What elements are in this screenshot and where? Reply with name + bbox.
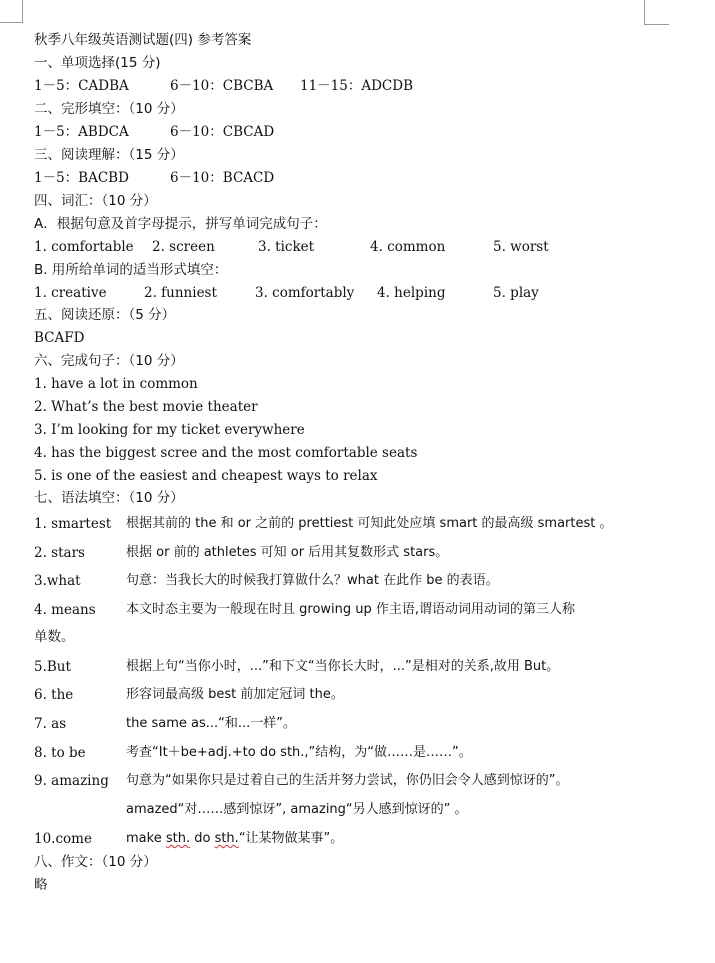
explanation-text: do	[190, 831, 215, 846]
page-corner-mark-top-right	[644, 0, 669, 25]
answer-group: 11－15：ADCDB	[300, 78, 414, 94]
grammar-explanation: 本文时态主要为一般现在时且 growing up 作主语,谓语动词用动词的第三人称	[126, 602, 576, 617]
section-2-heading: 二、完形填空：（10 分）	[34, 101, 184, 117]
section-4a-answers	[34, 238, 594, 256]
grammar-answer: 1. smartest	[34, 516, 112, 532]
grammar-answer: 3.what	[34, 573, 81, 589]
grammar-item	[34, 744, 674, 762]
grammar-explanation: 句意为“如果你只是过着自己的生活并努力尝试，你仍旧会令人感到惊讶的”。	[126, 773, 569, 788]
explanation-text: make	[126, 831, 166, 846]
spellcheck-underlined-word: sth.	[214, 831, 239, 846]
section-3-heading: 三、阅读理解：（15 分）	[34, 147, 184, 163]
answer-group: 1－5：CADBA	[34, 78, 129, 94]
grammar-answer: 9. amazing	[34, 773, 109, 789]
answer-item: 3. ticket	[258, 239, 315, 255]
answer-item: 2. funniest	[144, 285, 217, 301]
spellcheck-underlined-word: sth.	[165, 831, 191, 846]
page-corner-mark-top-left	[0, 0, 23, 23]
answer-item: 3. comfortably	[255, 285, 355, 301]
grammar-explanation-continued: amazed“对……感到惊讶”, amazing“另人感到惊讶的” 。	[126, 802, 468, 817]
explanation-text: “让某物做某事”。	[238, 831, 344, 846]
grammar-item	[34, 658, 674, 676]
sentence-answer: 1. have a lot in common	[34, 376, 198, 392]
section-8-answer: 略	[34, 877, 48, 893]
section-1-answers	[34, 77, 594, 95]
grammar-explanation: 根据其前的 the 和 or 之前的 prettiest 可知此处应填 smart 的最高级 smartest 。	[126, 516, 613, 531]
grammar-explanation: 句意：当我长大的时候我打算做什么？what 在此作 be 的表语。	[126, 573, 499, 588]
answer-group: 1－5：ABDCA	[34, 124, 129, 140]
grammar-explanation: the same as...“和...一样”。	[126, 716, 297, 731]
grammar-answer: 2. stars	[34, 545, 85, 561]
section-1-heading: 一、单项选择(15 分)	[34, 55, 161, 71]
section-4b-instruction: B. 用所给单词的适当形式填空：	[34, 262, 228, 278]
sentence-answer: 2. What’s the best movie theater	[34, 399, 258, 415]
answer-group: 6－10：BCACD	[170, 170, 275, 186]
grammar-answer: 4. means	[34, 602, 96, 618]
answer-group: 1－5：BACBD	[34, 170, 129, 186]
answer-item: 4. common	[370, 239, 446, 255]
grammar-explanation	[126, 830, 343, 848]
section-6-heading: 六、完成句子：（10 分）	[34, 353, 184, 369]
grammar-item	[34, 715, 674, 733]
grammar-item	[34, 601, 674, 619]
grammar-item	[34, 515, 674, 533]
grammar-answer: 5.But	[34, 659, 71, 675]
grammar-item	[34, 830, 674, 848]
answer-item: 1. creative	[34, 285, 107, 301]
section-8-heading: 八、作文：（10 分）	[34, 854, 157, 870]
section-4b-answers	[34, 284, 594, 302]
answer-item: 5. play	[493, 285, 539, 301]
section-4-heading: 四、词汇：（10 分）	[34, 193, 157, 209]
grammar-answer: 8. to be	[34, 745, 86, 761]
grammar-answer: 6. the	[34, 687, 74, 703]
grammar-item	[34, 772, 674, 790]
grammar-answer: 7. as	[34, 716, 67, 732]
section-7-heading: 七、语法填空：（10 分）	[34, 490, 184, 506]
answer-group: 6－10：CBCBA	[170, 78, 274, 94]
answer-item: 4. helping	[377, 285, 446, 301]
grammar-item-continued	[34, 801, 674, 819]
answer-item: 2. screen	[152, 239, 215, 255]
section-3-answers	[34, 169, 594, 187]
grammar-explanation: 形容词最高级 best 前加定冠词 the。	[126, 687, 344, 702]
grammar-explanation: 根据 or 前的 athletes 可知 or 后用其复数形式 stars。	[126, 545, 449, 560]
grammar-item	[34, 686, 674, 704]
sentence-answer: 4. has the biggest scree and the most comfortable seats	[34, 445, 418, 461]
section-5-heading: 五、阅读还原：（5 分）	[34, 307, 176, 323]
document-title: 秋季八年级英语测试题(四) 参考答案	[34, 32, 252, 48]
grammar-item	[34, 572, 674, 590]
grammar-explanation: 考查“It＋be+adj.+to do sth.,”结构，为“做……是……”。	[126, 745, 472, 760]
grammar-answer: 10.come	[34, 831, 92, 847]
answer-group: 6－10：CBCAD	[170, 124, 275, 140]
grammar-explanation: 根据上句“当你小时，...”和下文“当你长大时，...”是相对的关系,故用 But。	[126, 659, 560, 674]
answer-item: 1. comfortable	[34, 239, 134, 255]
grammar-explanation-continued: 单数。	[34, 629, 75, 645]
section-2-answers	[34, 123, 594, 141]
section-4a-instruction: A．根据句意及首字母提示，拼写单词完成句子：	[34, 216, 327, 232]
section-5-answer: BCAFD	[34, 330, 85, 346]
answer-item: 5. worst	[493, 239, 549, 255]
grammar-item	[34, 544, 674, 562]
sentence-answer: 3. I’m looking for my ticket everywhere	[34, 422, 305, 438]
sentence-answer: 5. is one of the easiest and cheapest ways to relax	[34, 468, 378, 484]
